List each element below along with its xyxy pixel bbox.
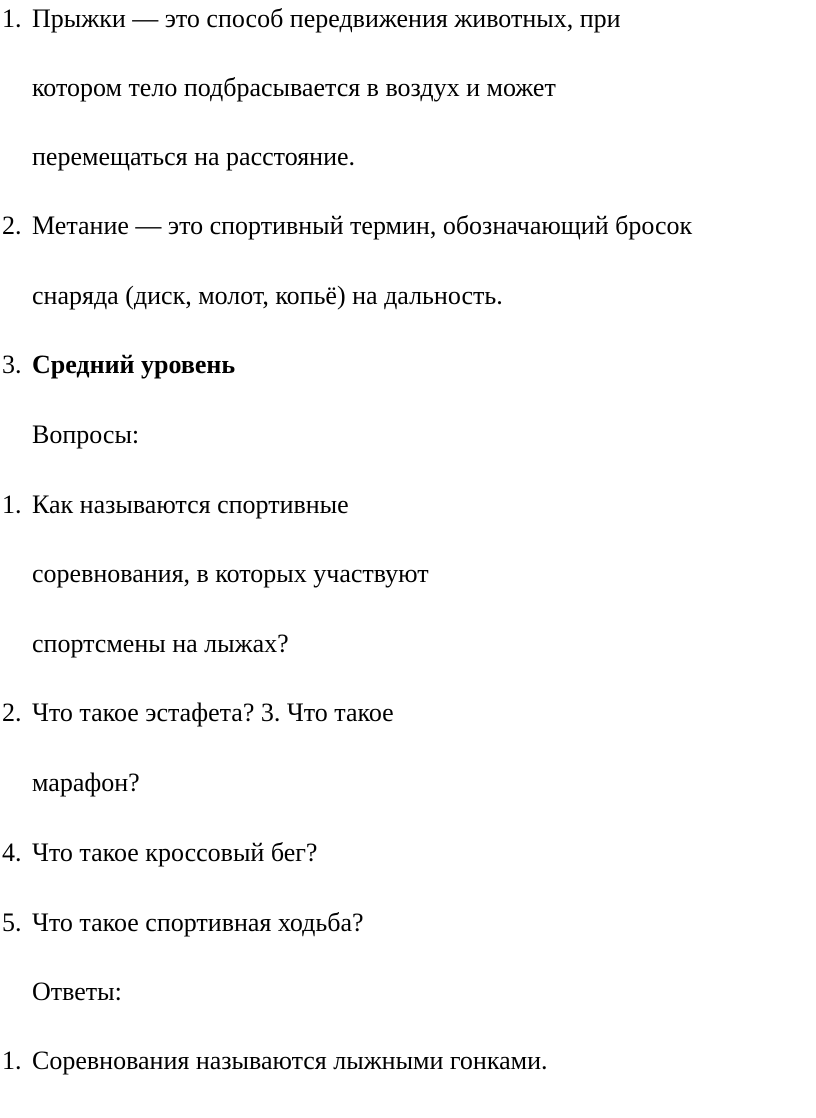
line-text: Что такое кроссовый бег? <box>32 838 318 867</box>
list-number: 1. <box>2 1046 22 1075</box>
line-text: Метание — это спортивный термин, обозначающий бросок <box>32 211 693 240</box>
answers-label: Ответы: <box>32 977 122 1006</box>
list-number: 1. <box>2 4 22 33</box>
list-number: 5. <box>2 908 22 937</box>
line-text: Как называются спортивные <box>32 490 349 519</box>
line-text: марафон? <box>32 768 140 797</box>
list-number: 4. <box>2 838 22 867</box>
line-text: спортсмены на лыжах? <box>32 629 289 658</box>
list-number: 2. <box>2 698 22 727</box>
line-text: котором тело подбрасывается в воздух и может <box>32 73 556 102</box>
line-text: снаряда (диск, молот, копьё) на дальность. <box>32 281 503 310</box>
list-number: 2. <box>2 211 22 240</box>
line-text: соревнования, в которых участвуют <box>32 559 429 588</box>
list-number: 1. <box>2 490 22 519</box>
line-text: Что такое спортивная ходьба? <box>32 908 364 937</box>
section-heading: Средний уровень <box>32 350 236 379</box>
line-text: Что такое эстафета? 3. Что такое <box>32 698 394 727</box>
line-text: Соревнования называются лыжными гонками. <box>32 1046 548 1075</box>
line-text: перемещаться на расстояние. <box>32 142 356 171</box>
questions-label: Вопросы: <box>32 420 140 449</box>
list-number: 3. <box>2 350 22 379</box>
line-text: Прыжки — это способ передвижения животных, при <box>32 4 621 33</box>
